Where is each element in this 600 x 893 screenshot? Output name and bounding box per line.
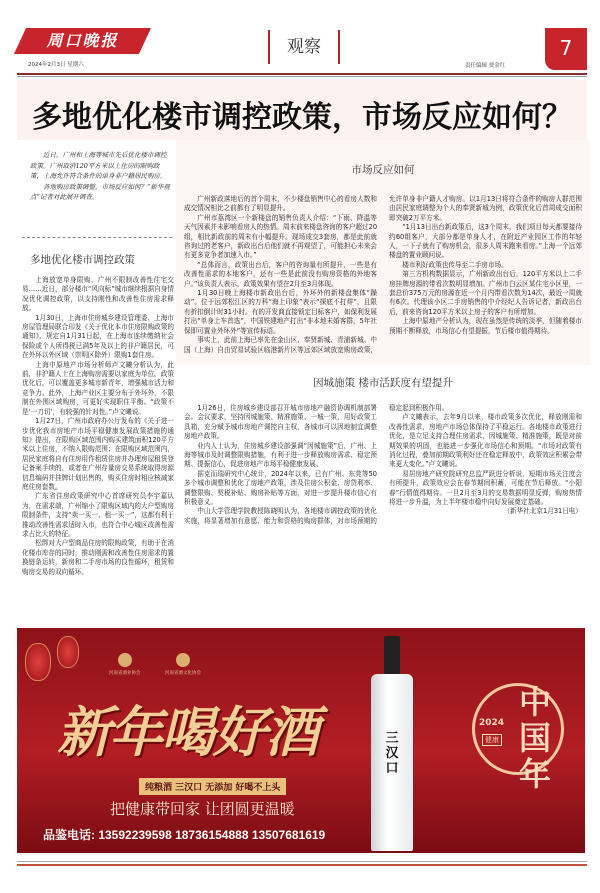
section-title: 观察 [268, 30, 340, 64]
paragraph: “1月13日出台新政策后，这3个周末，我们项目每天都要接待约60组客户，大部分都是单身人才，在附近产业园区工作的年轻人，一下子就有了购房机会，很多人周末跑来看房。”上海一个远郊楼盘的置业顾问说。 [389, 223, 582, 260]
paragraph: 广东省住房政策研究中心首席研究员李宇嘉认为，在需求端，广州缩小了限购区域内的大户型购房限制条件，支持“卖一买一、租一买一”，这都有利于推动改善性需求适时入市，也符合中心城区改善性需求占比大的特征。 [22, 492, 174, 538]
paragraph: 1月30日，上海市住房城乡建设管理委、上海市房屋管理局联合印发《关于优化本市住房限购政策的通知》，规定自1月31日起，在上海市连续缴纳社会保险或个人所得税已满5年及以上的非户籍居民，可在外环以外区域（崇明区除外）限购1套住房。 [22, 313, 174, 360]
cny-subtext: 健康 [482, 734, 502, 746]
intro-paragraph: 近日，广州和上海等城市先后优化楼市调控政策。广州取消120平方米以上住房的限购政策，上海允许符合条件的单身非户籍居民购房。 [30, 151, 167, 180]
subhead-city-policy: 因城施策 楼市活跃度有望提升 [313, 376, 453, 389]
paragraph: 中山大学管理学院教授陈晓明认为，各地楼市调控政策的优化实施，将显著增加有意愿、能力和资格的购房群体，对市场预期的稳定起到积极作用。 [184, 403, 449, 525]
paragraph: 卢文曦表示，去年9月以来，楼市政策多次优化，释放刚需和改善性需求，房地产市场总体保持了平稳运行。各地楼市政策进行优化，是立足支持合理住房需求，因城施策、精准施策，既是对前期效果的巩固，也能进一步强化市场信心和预期。“市场对政策有消化过程，叠加前期政策利好还在稳定释放中，政策效应积累会带来更大变化。”卢文曦说。 [389, 413, 582, 469]
bottle-label: 三汉口 [385, 731, 399, 776]
ad-slogan: 新年喝好酒 [57, 700, 317, 764]
paragraph: 1月26日，住房城乡建设部召开城市房地产融资协调机制部署会。会议要求，坚持因城施策、精准施策、一城一策，用好政策工具箱，充分赋予城市房地产调控自主权，各城市可以因地制宜调整房地产政策。 [184, 403, 377, 441]
cny-text: 中国年 [518, 683, 551, 793]
ad-line: 把健康带回家 让团圆更温暖 [110, 800, 295, 818]
paragraph: 广州新政落地后的首个周末，不少楼盘销售中心的看房人数和成交情况相比之前都有了明显提升。 [184, 195, 377, 213]
intro-paragraph: 各地购房政策调整，市场反应如何？“新华视点”记者对此展开调查。 [30, 182, 170, 201]
headline: 多地优化楼市调控政策，市场反应如何？ [32, 100, 572, 135]
lantern-icon [25, 643, 51, 681]
paragraph: 业内人士认为，住房城乡建设部强调“因城施策”后，广州、上海等城市及时调整限购措施，有利于进一步释放购房需求、稳定预期、提振信心，促进房地产市场平稳健康发展。 [184, 441, 377, 469]
paragraph: 松绑对大户型商品住房的限购政策，有助于在消化楼市库存的同时，推动刚需和改善性住房需求的置换链条运转，新房和二手房市场的良性循环，租赁和购房交易的双向循环。 [22, 539, 174, 576]
paragraph: 第三方机构数据显示，广州新政出台后，120平方米以上二手房挂牌房源的带看次数明显增加。广州市白云区某住宅小区里，一套总价375万元的房源在近一个月内带看次数为14次，最近一周就有6次。代理该小区二手房销售的中介经纪人告诉记者，新政出台后，前来咨询120平方米以上房子的客户有所增加。 [389, 270, 582, 316]
paragraph: 广州市荔湾区一个新楼盘的销售负责人介绍：“下雨、降温等天气因素并未影响看房人的热情。周末前来楼盘咨询的客户超过20组，相比新政前的周末有小幅提升。现场成交3套房，都是此前就咨询过的老客户，新政出台后他们就不再观望了，可能担心未来会有更多竞争者加速入市。” [184, 213, 378, 260]
right-articles [176, 140, 590, 526]
header-rule [17, 73, 587, 75]
paragraph: 上海放宽单身限购、广州不限制改善性住宅交易……近日，部分楼市“风向标”城市继续根据自身情况优化调控政策，以支持刚性和改善性住房需求释放。 [22, 276, 174, 313]
section-market [176, 140, 590, 365]
dateline: （新华社北京1月31日电） [503, 507, 582, 516]
ad-tagline: 纯粮酒 三汉口 无添加 好喝不上头 [139, 778, 286, 795]
paragraph: 1月27日，广州市政府办公厅发布的《关于进一步优化我市房地产市场平稳健康发展政策措施的通知》提出，在限购区域范围内购买建筑面积120平方米以上住房，不纳入限购范围；在限购区域范围内，居民家庭将自有住房用作租赁住房并办理房屋租赁登记备案手续的，或者在广州存量房交易系统取得房源信息编码并挂牌计划出售的，购买住房时相应核减家庭住房套数。 [22, 417, 174, 491]
header-rule-thin [17, 76, 587, 77]
paragraph: 据克而瑞研究中心统计，2024年以来，已有广州、东莞等50多个城市调整和优化了房地产政策，涉及住房公积金、房贷利率、调整限购、契税补贴、购房补贴等方面，对进一步提升楼市信心有积极意义。 [184, 469, 377, 506]
paragraph: “总体而言，政策出台后，客户的咨询量有所提升，一些是有改善性需求的本地客户，还有一些是此前没有购房资格的外地客户。”该负责人表示，政策效果有望在2月至3月体现。 [184, 260, 377, 288]
editor-credit: 责任编辑 贾金红 [465, 63, 506, 69]
cny-year: 2024 [479, 718, 505, 728]
association-logo: 河南省酒业协会 [109, 653, 141, 676]
section-city-policy-body [184, 404, 582, 526]
page-number: 7 [545, 28, 587, 70]
liquor-bottle-image [367, 636, 417, 851]
section-city-policy [176, 365, 590, 526]
paragraph: 易居房地产研究院研究总监严跃进分析说，短期市场关注度会有所提升，政策效应会在春节期间积蓄，可能在节后释放。“小阳春”行情值得期待。一旦2月至3月的交易数据明显反弹，购房热情将进一步升温，为上半年楼市稳中向好发展奠定基础。 [389, 469, 582, 506]
lantern-icon [57, 636, 79, 668]
section-market-body [184, 195, 582, 355]
paragraph: 楼市利好政策也传导至二手房市场。 [402, 260, 508, 269]
article-intro [30, 150, 172, 203]
paragraph: 上海中原地产市场分析师卢文曦分析认为，此前，非沪籍人士在上海购房需要以家庭为单位。政策优化后，可以覆盖更多城市新青年，增强城市活力和竞争力。此外，上海产业区主要分布于外环外，不限制在外围区域购房，可更好实现职住平衡。“政策不是‘一刀切’，有较强的针对性。”卢文曦说。 [22, 360, 174, 416]
footer-rule-thick [17, 864, 587, 866]
paragraph: 上海中原地产分析认为，现在虽然是传统的淡季，但随着楼市预期不断释放，市场信心有望提振，节后楼市值得期待。 [389, 317, 582, 335]
dashed-divider [22, 237, 172, 238]
paragraph: 事实上，此前上海已率先在金山区、奉贤新城、青浦新城、中国（上海）自由贸易试验区临港新片区等远郊区域放宽购房政策，允许单身非户籍人才购房。以1月13日将符合条件的购房人群范围由居民家庭调整为个人的奉贤新城为例，政策优化后首周成交面积即突破2万平方米。 [184, 195, 582, 354]
ad-phone-numbers: 品鉴电话: 13592239598 18736154888 13507681619 [43, 828, 326, 842]
association-logo: 河南省酒文化协会 [165, 653, 201, 676]
newspaper-logo: 周口晚报 [14, 28, 151, 54]
issue-date: 2024年2月3日 星期六 [28, 62, 84, 68]
liquor-advertisement[interactable] [17, 628, 585, 853]
section-policy-body [22, 276, 174, 577]
subhead-market-reaction: 市场反应如何 [351, 164, 415, 176]
paragraph: 1月30日晚上海楼市新政出台后，外环外的新楼盘集体“躁动”。位于远郊松江区的万科“海上印象”表示“探底不打烊”，且限有折扣倒计时31小时。有的开发商直接锁定目标客户，如保利发展打出“单身上车首选”，中国铁建地产打出“非本地未婚客群，5年社保即可置业外环外”等宣传标语。 [184, 289, 378, 335]
footer-rule [17, 861, 587, 862]
subhead-policy: 多地优化楼市调控政策 [30, 254, 135, 266]
